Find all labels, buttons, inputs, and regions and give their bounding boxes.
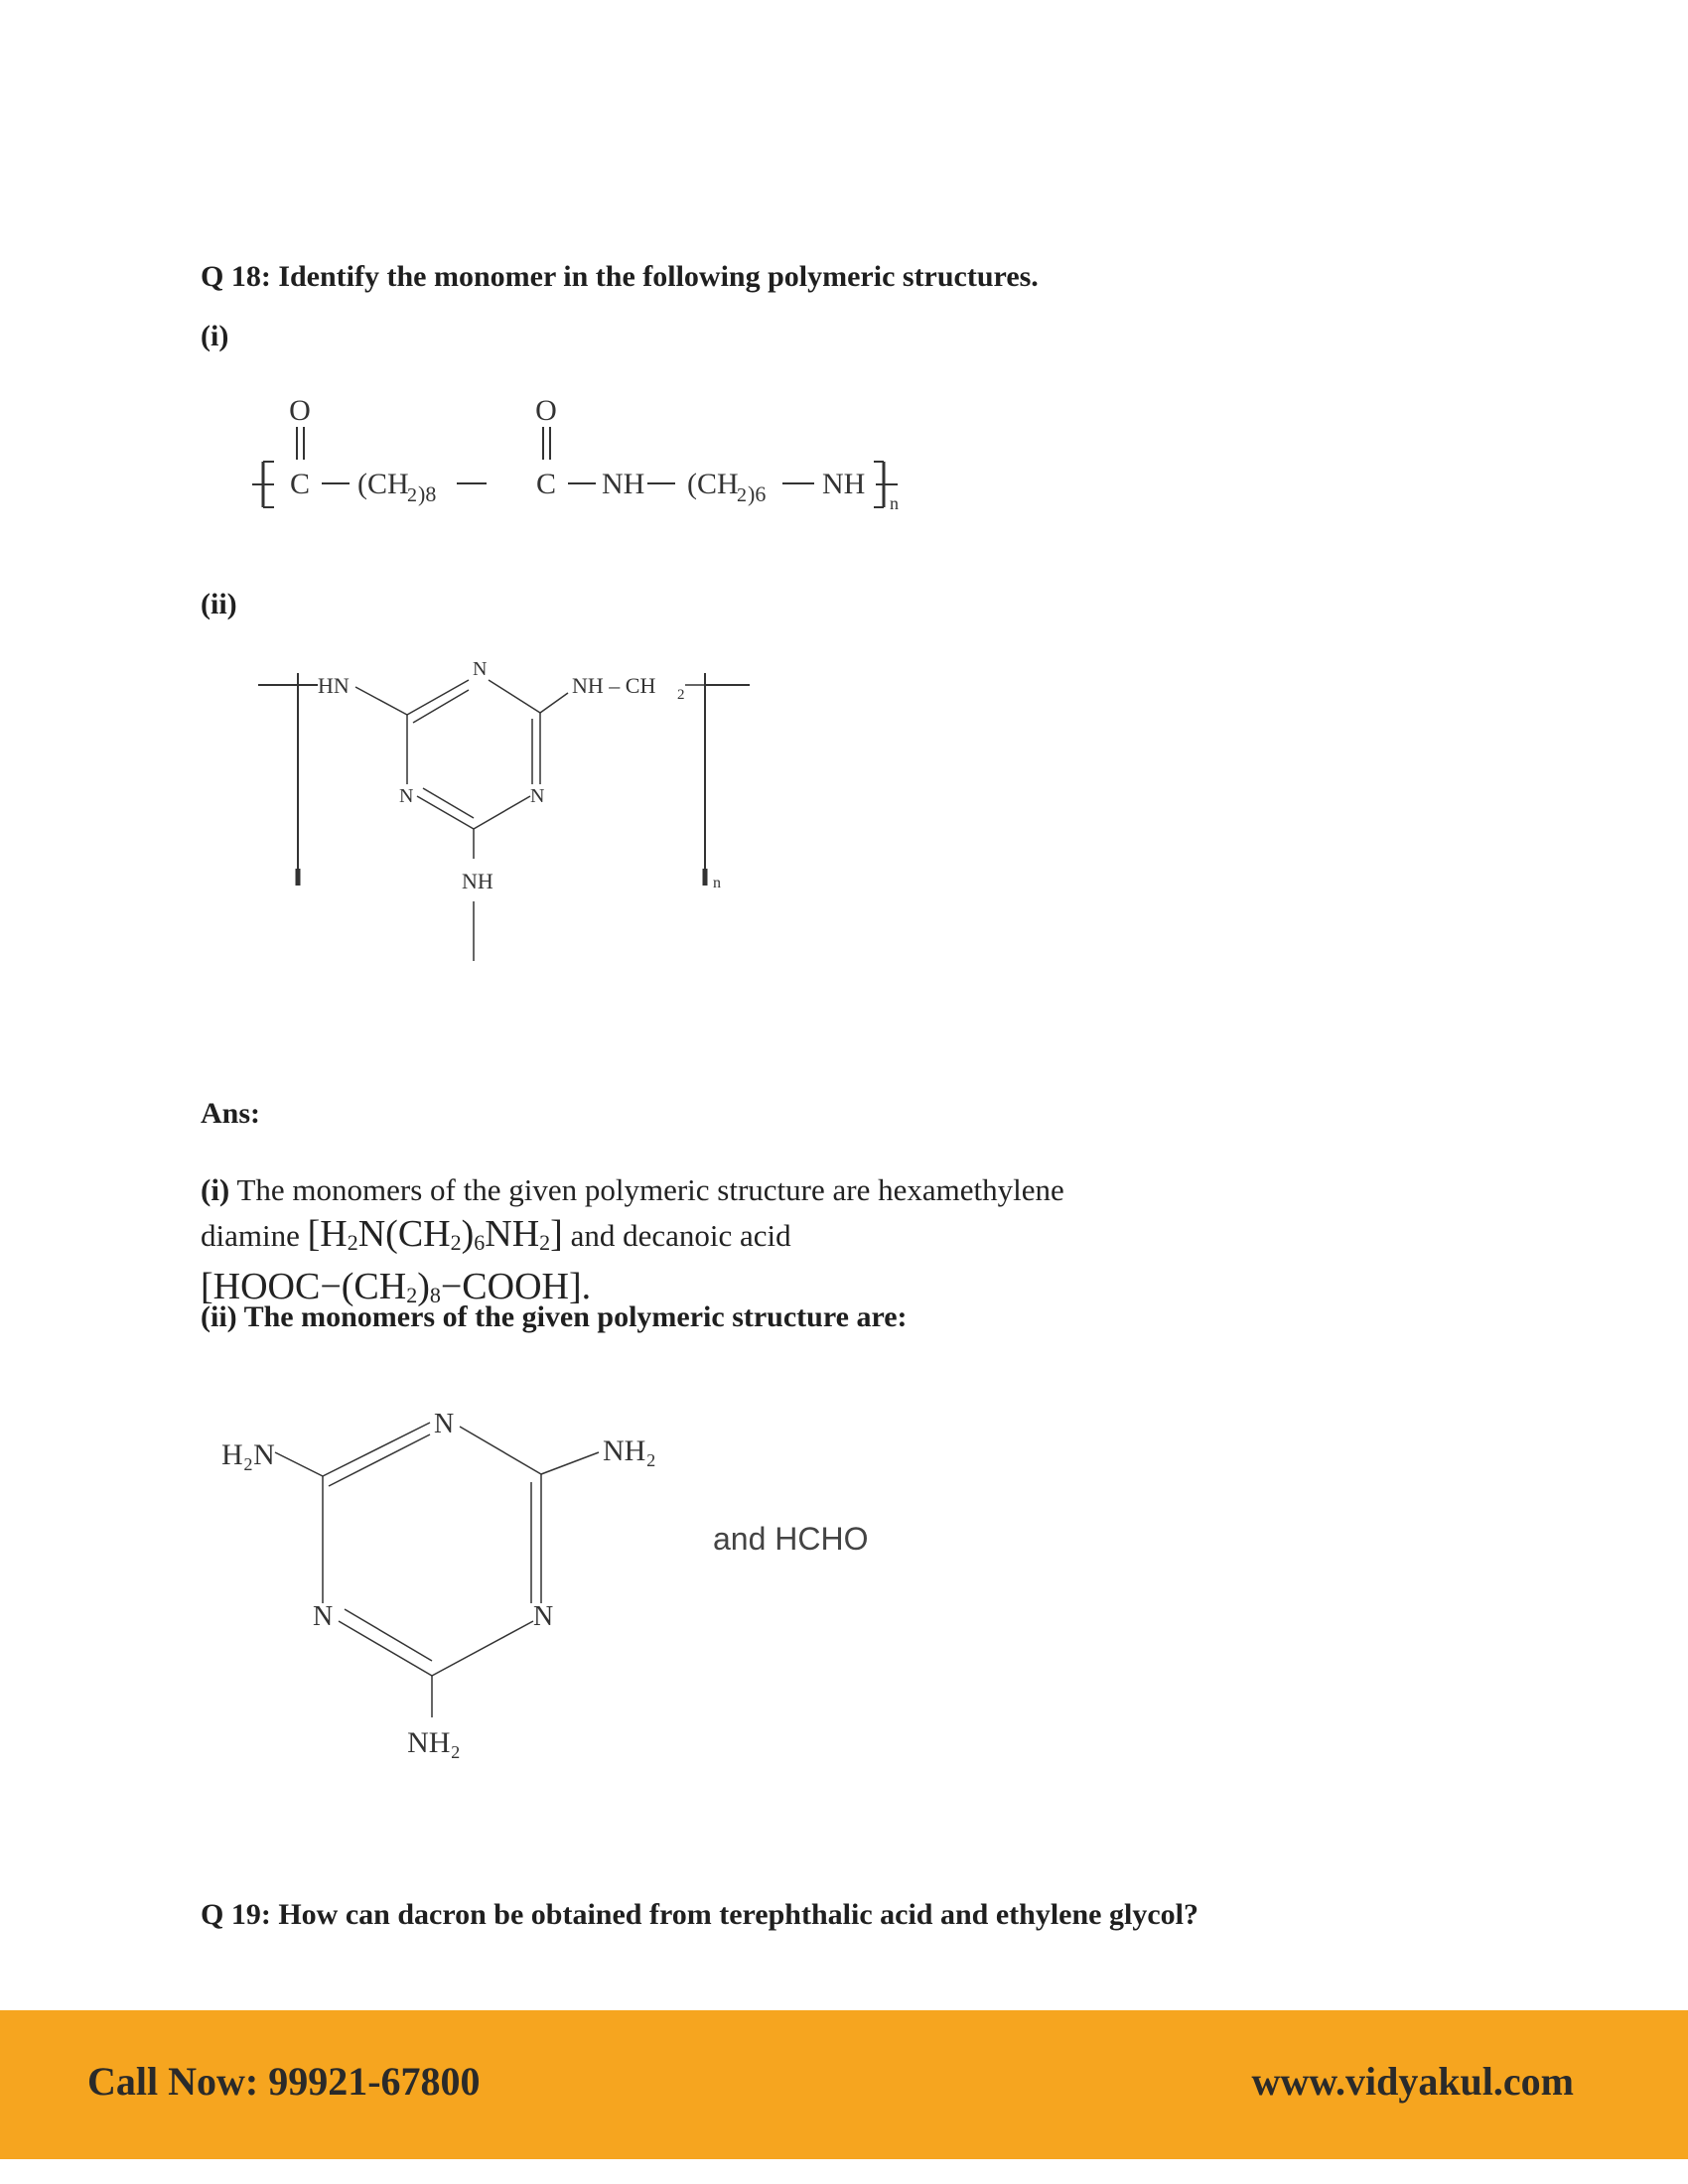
ch2-6-sub2: 2 (737, 484, 747, 506)
carbonyl-oxygen-2: O (535, 394, 557, 427)
q18-part-i-label: (i) (201, 320, 229, 352)
ch2-8-group: (CH (357, 468, 409, 500)
ch2-8-sub2: 2 (407, 484, 417, 506)
nh-ch2-label: NH – CH (572, 673, 656, 698)
ch2-8-sub8: )8 (418, 481, 437, 506)
answer-label: Ans: (201, 1097, 261, 1130)
nh-1: NH (602, 468, 645, 500)
melamine-n-right: N (533, 1601, 554, 1632)
carbon-2: C (535, 468, 557, 500)
footer-bar (0, 2010, 1688, 2159)
q18-title: Q 18: Identify the monomer in the following polymeric structures. (201, 260, 1039, 293)
answer-ii-text: (ii) The monomers of the given polymeric structure are: (201, 1300, 908, 1333)
website-link[interactable]: www.vidyakul.com (1251, 2059, 1574, 2104)
ring-n-top: N (473, 658, 488, 680)
nh-bottom-label: NH (462, 869, 493, 893)
melamine-n-left: N (313, 1601, 334, 1632)
answer-i-text1: The monomers of the given polymeric structure are hexamethylene (236, 1172, 1064, 1207)
answer-i-prefix: (i) (201, 1172, 230, 1207)
ring-n-left: N (399, 785, 414, 807)
structure-i-diagram (238, 382, 1013, 516)
call-now-text: Call Now: 99921-67800 (87, 2059, 481, 2104)
and-hcho-label: and HCHO (713, 1521, 869, 1557)
melamine-diagram (213, 1395, 710, 1772)
carbonyl-oxygen-1: O (289, 394, 311, 427)
answer-i-formula2: $[HOOC-(CH_2)_8-COOH]$. (201, 1266, 592, 1307)
melamine-h2n: H₂N (221, 1438, 275, 1471)
answer-i-text2b: and decanoic acid (570, 1218, 791, 1253)
ch2-6-sub6: )6 (748, 481, 767, 506)
nh-2: NH (822, 468, 866, 500)
ch2-6-group: (CH (687, 468, 739, 500)
answer-i-text2a: diamine (201, 1218, 300, 1253)
hn-label: HN (318, 673, 350, 698)
carbon-1: C (289, 468, 311, 500)
q19-title: Q 19: How can dacron be obtained from terephthalic acid and ethylene glycol? (201, 1898, 1198, 1931)
melamine-nh2-bottom: NH₂ (407, 1726, 461, 1759)
nh-ch2-sub: 2 (677, 687, 685, 703)
melamine-n-top: N (434, 1409, 455, 1439)
repeat-n-ii: n (713, 875, 721, 891)
melamine-nh2-right: NH₂ (603, 1434, 656, 1467)
structure-ii-diagram (248, 655, 765, 973)
repeat-n-i: n (890, 493, 899, 513)
ring-n-right: N (530, 785, 545, 807)
q18-part-ii-label: (ii) (201, 588, 237, 620)
answer-i-block (201, 1168, 1392, 1317)
answer-i-formula1: $[H_2N(CH_2)_6NH_2]$ (307, 1213, 563, 1255)
